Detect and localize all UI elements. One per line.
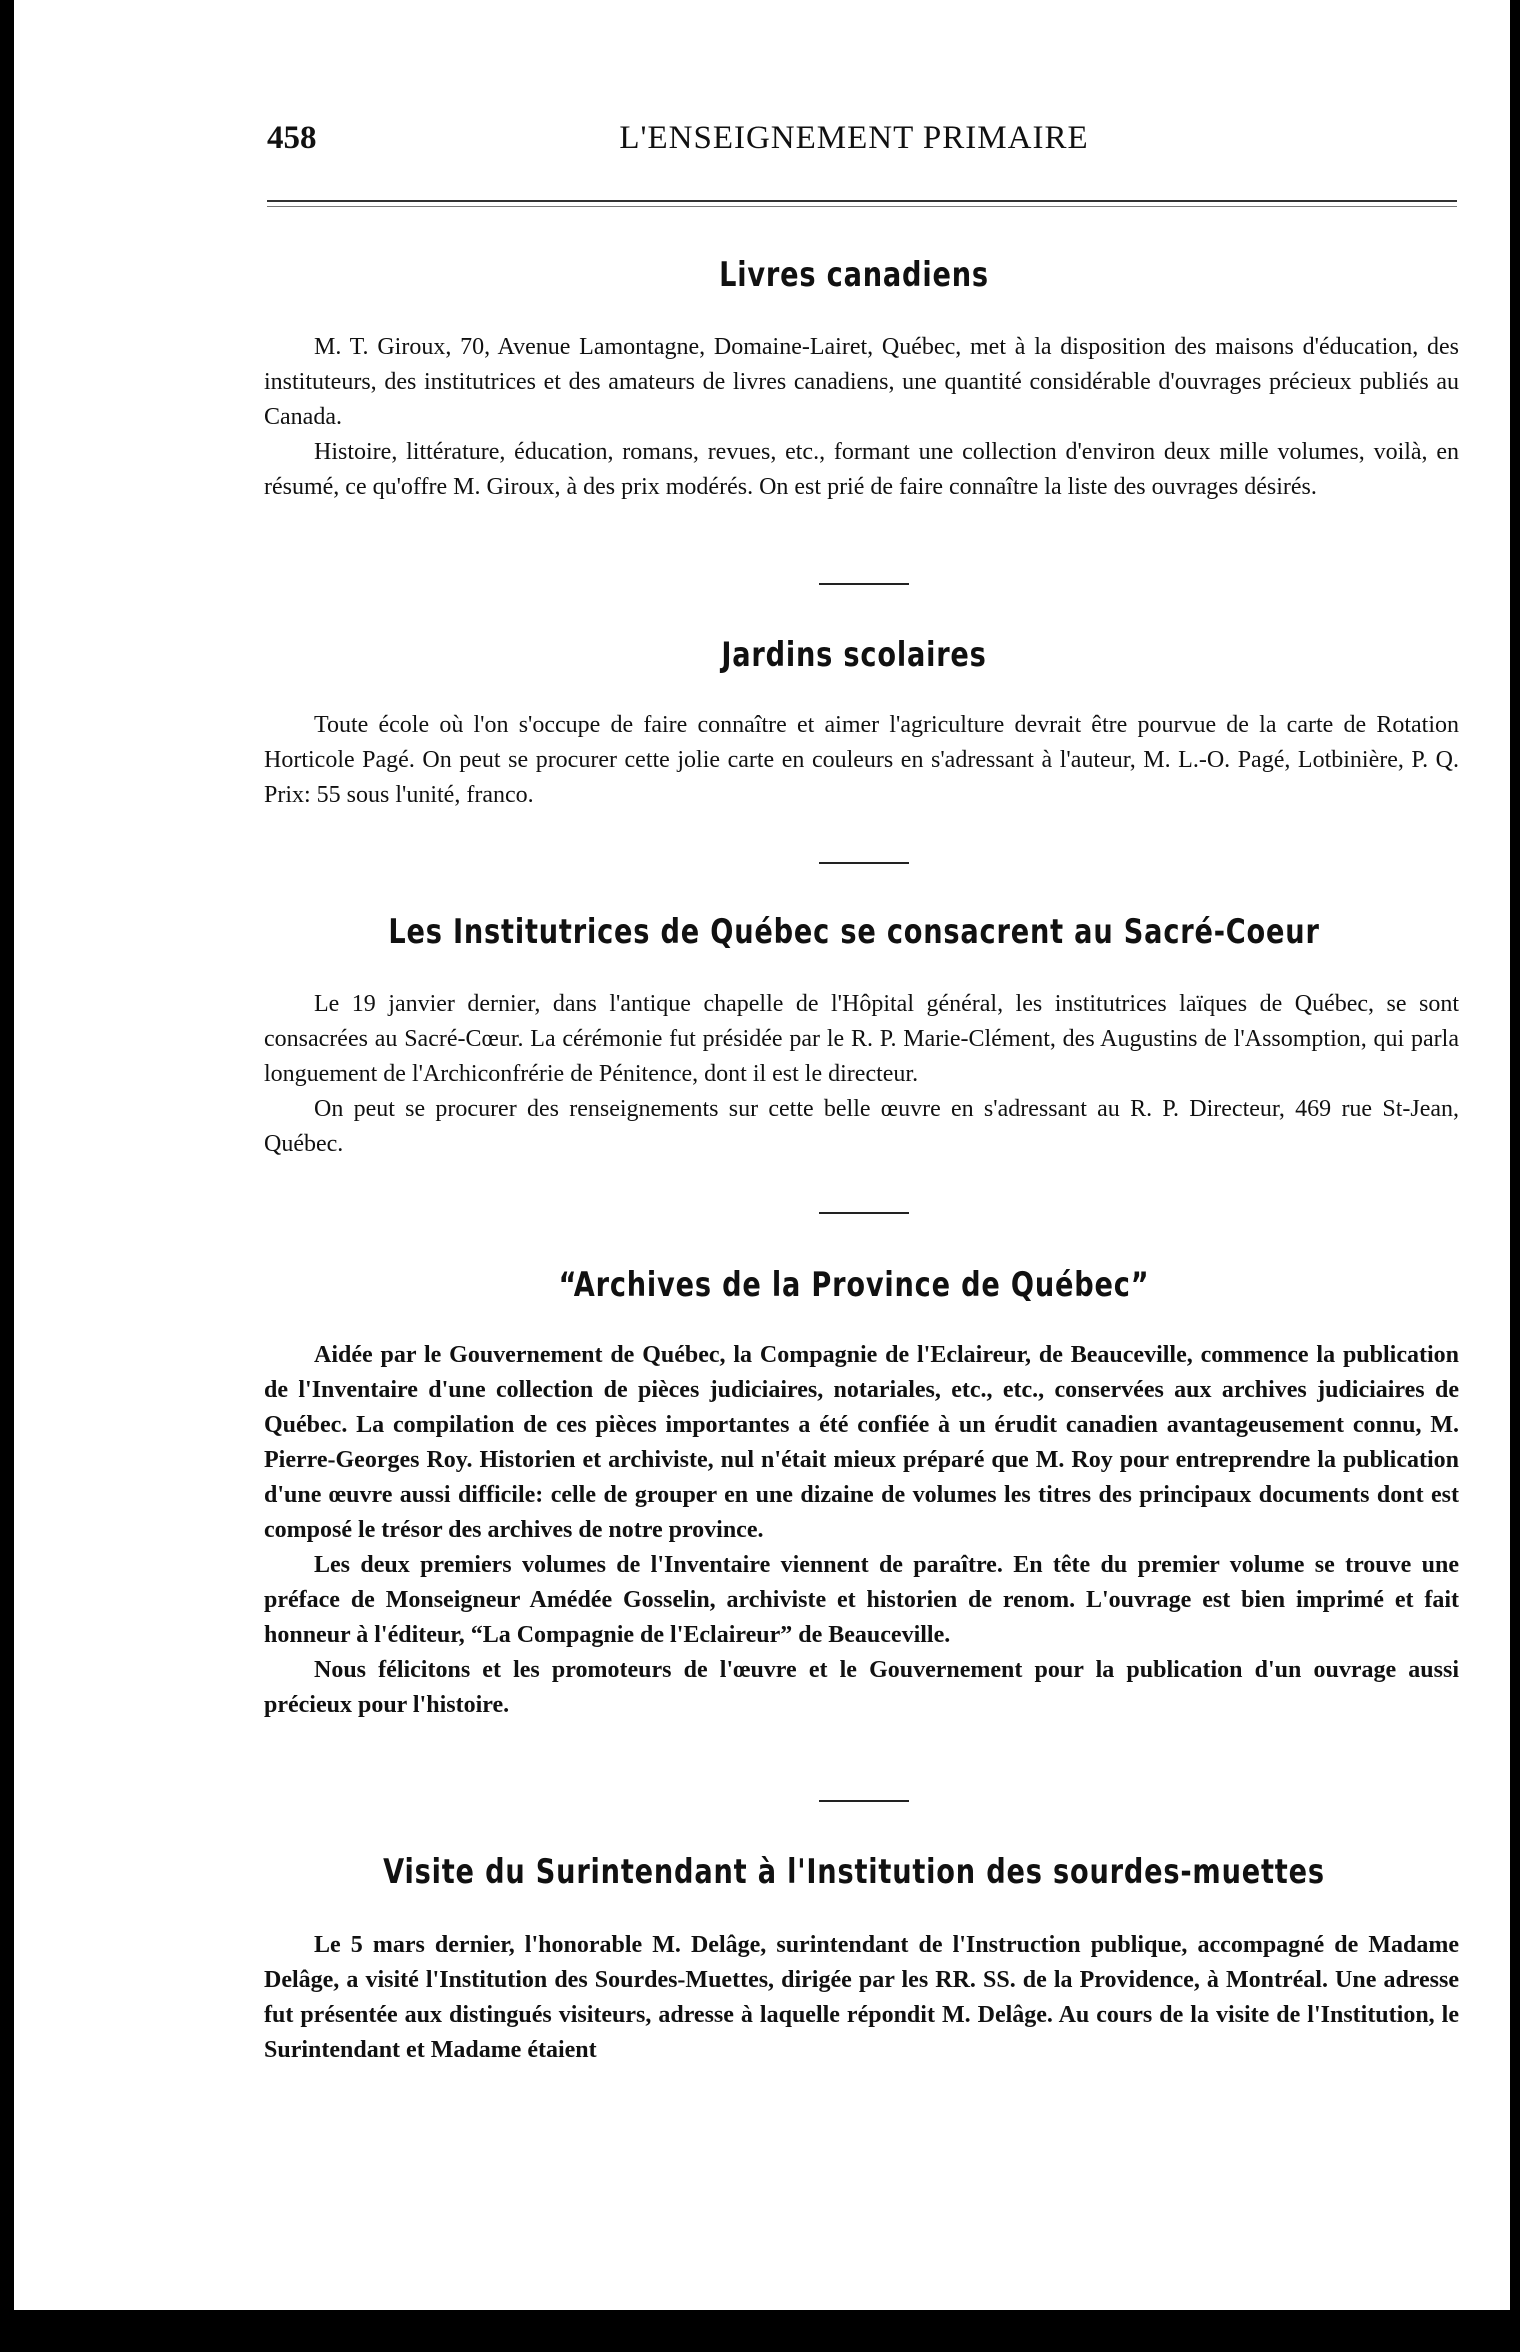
paragraph: Les deux premiers volumes de l'Inventaire viennent de paraître. En tête du premier volume se trouve une préface de Monseigneur Amédée Gosselin, archiviste et historien de renom. L'ouvrage est bien imprimé et fait honneur à l'éditeur, “La Compagnie de l'Eclaireur” de Beauceville. xyxy=(264,1552,1459,1648)
section-body-institutrices xyxy=(264,987,1459,1162)
paragraph: M. T. Giroux, 70, Avenue Lamontagne, Domaine-Lairet, Québec, met à la disposition des maisons d'éducation, des instituteurs, des institutrices et des amateurs de livres canadiens, une quantité considérable d'ouvrages précieux publiés au Canada. xyxy=(264,334,1459,430)
header-rule-thin xyxy=(267,206,1457,207)
section-body-livres-canadiens xyxy=(264,330,1459,505)
paragraph: Nous félicitons et les promoteurs de l'œuvre et le Gouvernement pour la publication d'un ouvrage aussi précieux pour l'histoire. xyxy=(264,1657,1459,1718)
paragraph: Le 19 janvier dernier, dans l'antique chapelle de l'Hôpital général, les institutrices laïques de Québec, se sont consacrées au Sacré-Cœur. La cérémonie fut présidée par le R. P. Marie-Clément, des Augustins de l'Assomption, qui parla longuement de l'Archiconfrérie de Pénitence, dont il est le directeur. xyxy=(264,991,1459,1087)
paragraph: Aidée par le Gouvernement de Québec, la Compagnie de l'Eclaireur, de Beauceville, commence la publication de l'Inventaire d'une collection de pièces judiciaires, notariales, etc., etc., conservées aux archives judiciaires de Québec. La compilation de ces pièces importantes a été confiée à un érudit canadien avantageusement connu, M. Pierre-Georges Roy. Historien et archiviste, nul n'était mieux préparé que M. Roy pour entreprendre la publication d'une œuvre aussi difficile: celle de grouper en une dizaine de volumes les titres des principaux documents dont est composé le trésor des archives de notre province. xyxy=(264,1342,1459,1543)
page-header xyxy=(249,120,1459,160)
section-separator xyxy=(819,1800,909,1802)
paragraph: Le 5 mars dernier, l'honorable M. Delâge, surintendant de l'Instruction publique, accompagné de Madame Delâge, a visité l'Institution des Sourdes-Muettes, dirigée par les RR. SS. de la Providence, à Montréal. Une adresse fut présentée aux distingués visiteurs, adresse à laquelle répondit M. Delâge. Au cours de la visite de l'Institution, le Surintendant et Madame étaient xyxy=(264,1932,1459,2063)
page-number: 458 xyxy=(267,120,317,156)
section-separator xyxy=(819,583,909,585)
section-title-archives: “Archives de la Province de Québec” xyxy=(558,1265,1150,1305)
section-body-visite xyxy=(264,1928,1459,2068)
section-separator xyxy=(819,862,909,864)
paragraph: Histoire, littérature, éducation, romans, revues, etc., formant une collection d'environ deux mille volumes, voilà, en résumé, ce qu'offre M. Giroux, à des prix modérés. On est prié de faire connaître la liste des ouvrages désirés. xyxy=(264,439,1459,500)
document-page xyxy=(14,0,1510,2310)
section-body-archives xyxy=(264,1338,1459,1723)
paragraph: Toute école où l'on s'occupe de faire connaître et aimer l'agriculture devrait être pourvue de la carte de Rotation Horticole Pagé. On peut se procurer cette jolie carte en couleurs en s'adressant à l'auteur, M. L.-O. Pagé, Lotbinière, P. Q. Prix: 55 sous l'unité, franco. xyxy=(264,712,1459,808)
section-separator xyxy=(819,1212,909,1214)
section-title-visite: Visite du Surintendant à l'Institution des sourdes-muettes xyxy=(383,1852,1325,1892)
section-body-jardins-scolaires xyxy=(264,708,1459,813)
section-title-institutrices: Les Institutrices de Québec se consacrent au Sacré-Coeur xyxy=(388,912,1320,952)
paragraph: On peut se procurer des renseignements sur cette belle œuvre en s'adressant au R. P. Directeur, 469 rue St-Jean, Québec. xyxy=(264,1096,1459,1157)
section-title-livres-canadiens: Livres canadiens xyxy=(719,255,989,295)
running-title: L'ENSEIGNEMENT PRIMAIRE xyxy=(619,120,1089,156)
section-title-jardins-scolaires: Jardins scolaires xyxy=(721,635,987,675)
header-rule xyxy=(267,200,1457,202)
scan-border xyxy=(0,2310,1520,2352)
